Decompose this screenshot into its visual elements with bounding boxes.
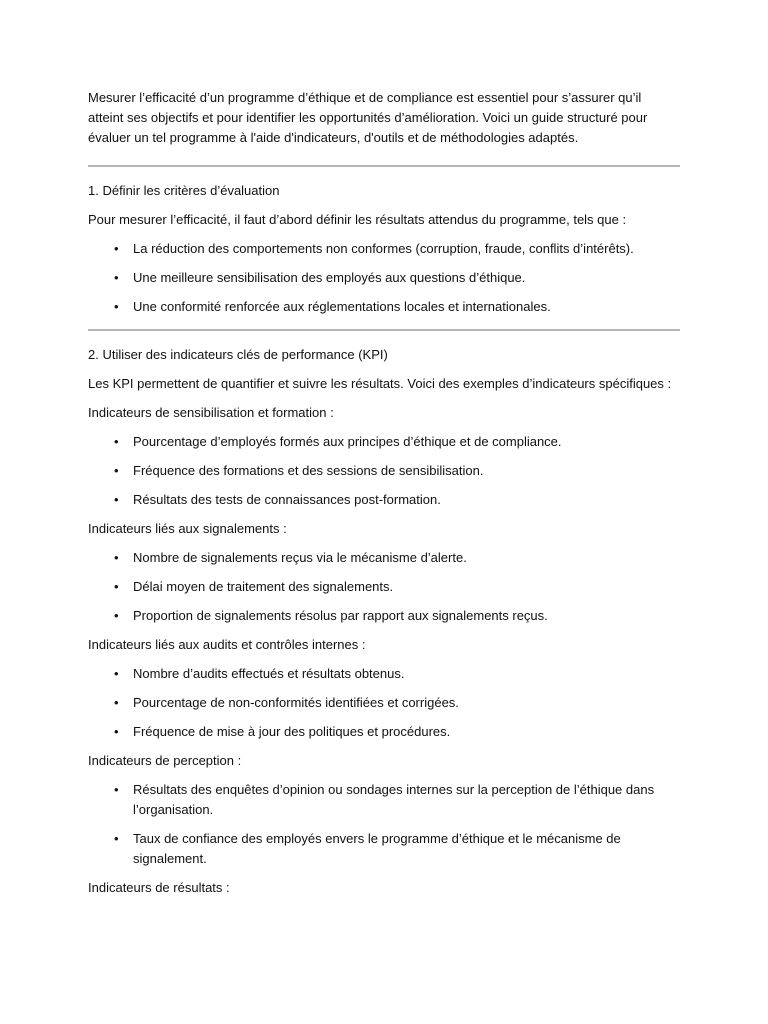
- group-heading-perception: Indicateurs de perception :: [88, 753, 242, 768]
- list-item: • Nombre d’audits effectués et résultats obtenus.: [88, 664, 680, 684]
- section-divider-1: [88, 165, 680, 167]
- group-heading-reports: Indicateurs liés aux signalements :: [88, 521, 287, 536]
- section-1-text: Pour mesurer l’efficacité, il faut d’abord définir les résultats attendus du programme, tels que :: [88, 212, 627, 227]
- section-2-text: Les KPI permettent de quantifier et suivre les résultats. Voici des exemples d’indicateurs spécifiques :: [88, 376, 672, 391]
- list-item: • Résultats des tests de connaissances post-formation.: [88, 490, 680, 510]
- section-1-title: 1. Définir les critères d’évaluation: [88, 183, 280, 198]
- criteria-list: [88, 239, 680, 317]
- audit-indicators-list: [88, 664, 680, 742]
- list-item: • Nombre de signalements reçus via le mécanisme d’alerte.: [88, 548, 680, 568]
- group-heading-training: Indicateurs de sensibilisation et formation :: [88, 405, 334, 420]
- section-divider-2: [88, 329, 680, 331]
- perception-indicators-list: [88, 780, 680, 869]
- section-kpi: [88, 345, 680, 898]
- list-item: • Une conformité renforcée aux réglementations locales et internationales.: [88, 297, 680, 317]
- list-item: • Proportion de signalements résolus par rapport aux signalements reçus.: [88, 606, 680, 626]
- list-item: • Fréquence des formations et des sessions de sensibilisation.: [88, 461, 680, 481]
- section-2-title: 2. Utiliser des indicateurs clés de performance (KPI): [88, 347, 388, 362]
- training-indicators-list: [88, 432, 680, 510]
- list-item: • Délai moyen de traitement des signalements.: [88, 577, 680, 597]
- list-item: • Fréquence de mise à jour des politiques et procédures.: [88, 722, 680, 742]
- group-heading-audits: Indicateurs liés aux audits et contrôles internes :: [88, 637, 366, 652]
- list-item: • Résultats des enquêtes d’opinion ou sondages internes sur la perception de l’éthique dans l’organisation.: [88, 780, 680, 820]
- list-item: • Pourcentage de non-conformités identifiées et corrigées.: [88, 693, 680, 713]
- report-indicators-list: [88, 548, 680, 626]
- group-heading-results: Indicateurs de résultats :: [88, 880, 230, 895]
- list-item: • Une meilleure sensibilisation des employés aux questions d’éthique.: [88, 268, 680, 288]
- section-criteria: [88, 181, 680, 317]
- list-item: • La réduction des comportements non conformes (corruption, fraude, conflits d’intérêts).: [88, 239, 680, 259]
- intro-paragraph: Mesurer l’efficacité d’un programme d’éthique et de compliance est essentiel pour s’assurer qu’il atteint ses objectifs et pour identifier les opportunités d’amélioration. Voici un guide structuré pour évaluer un tel programme à l'aide d'indicateurs, d'outils et de méthodologies adaptés.: [88, 90, 648, 145]
- list-item: • Pourcentage d’employés formés aux principes d’éthique et de compliance.: [88, 432, 680, 452]
- list-item: • Taux de confiance des employés envers le programme d’éthique et le mécanisme de signalement.: [88, 829, 680, 869]
